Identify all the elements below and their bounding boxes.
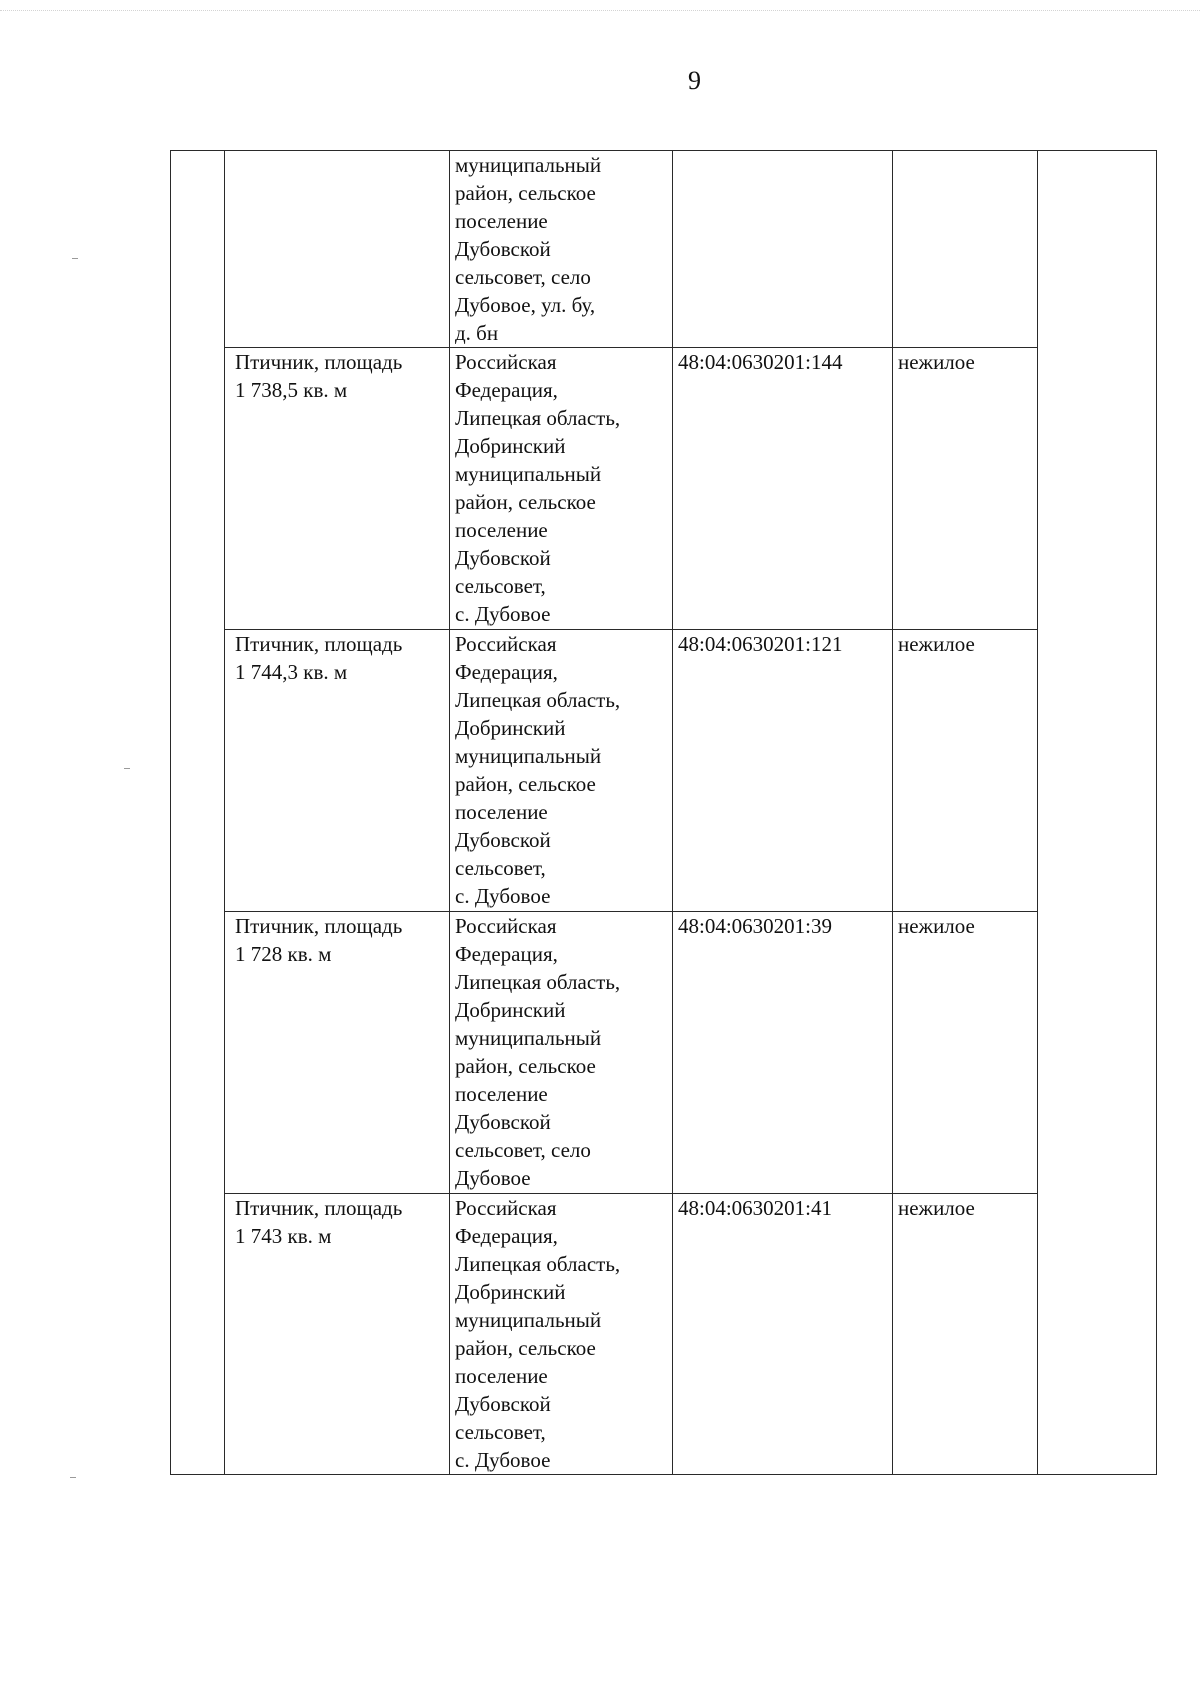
property-table-body	[171, 151, 1157, 1475]
address-line: сельсовет,	[455, 1420, 546, 1444]
address-line: Федерация,	[455, 942, 558, 966]
extra-cell	[1038, 630, 1157, 912]
object-name-line: 1 728 кв. м	[235, 942, 332, 966]
address-line: Дубовое	[455, 1166, 531, 1190]
table-row	[171, 1194, 1157, 1475]
address-line: поселение	[455, 1364, 548, 1388]
object-name-cell	[225, 1194, 450, 1475]
address-line: поселение	[455, 1082, 548, 1106]
cadastral-number-cell: 48:04:0630201:144	[673, 348, 893, 630]
object-name-line: Птичник, площадь	[235, 914, 403, 938]
address-line: с. Дубовое	[455, 1448, 551, 1472]
address-line: Российская	[455, 1196, 557, 1220]
address-line: Липецкая область,	[455, 1252, 621, 1276]
object-type-cell	[893, 151, 1038, 348]
address-line: Липецкая область,	[455, 406, 621, 430]
address-line: Дубовое, ул. бу,	[455, 293, 596, 317]
address-line: муниципальный	[455, 153, 602, 177]
address-line: сельсовет, село	[455, 265, 591, 289]
address-line: Российская	[455, 350, 557, 374]
row-number-cell	[171, 630, 225, 912]
extra-cell	[1038, 1194, 1157, 1475]
table-row	[171, 630, 1157, 912]
object-type-cell: нежилое	[893, 912, 1038, 1194]
object-name-line: Птичник, площадь	[235, 632, 403, 656]
cadastral-number-cell	[673, 151, 893, 348]
address-line: муниципальный	[455, 1026, 602, 1050]
address-line: район, сельское	[455, 490, 596, 514]
object-name-line: Птичник, площадь	[235, 1196, 403, 1220]
object-name-cell	[225, 348, 450, 630]
address-line: Добринский	[455, 716, 566, 740]
address-line: д. бн	[455, 321, 499, 345]
object-type-cell: нежилое	[893, 630, 1038, 912]
address-line: Добринский	[455, 1280, 566, 1304]
address-line: район, сельское	[455, 1054, 596, 1078]
address-line: район, сельское	[455, 181, 596, 205]
address-line: с. Дубовое	[455, 884, 551, 908]
cadastral-number-cell: 48:04:0630201:121	[673, 630, 893, 912]
object-name-cell	[225, 630, 450, 912]
address-line: Российская	[455, 632, 557, 656]
address-line: сельсовет,	[455, 574, 546, 598]
address-line: район, сельское	[455, 772, 596, 796]
address-line: с. Дубовое	[455, 602, 551, 626]
address-line: Дубовской	[455, 1110, 551, 1134]
object-name-cell	[225, 151, 450, 348]
address-line: Добринский	[455, 434, 566, 458]
row-number-cell	[171, 1194, 225, 1475]
object-name-line: 1 738,5 кв. м	[235, 378, 348, 402]
address-line: сельсовет,	[455, 856, 546, 880]
cadastral-number-cell: 48:04:0630201:39	[673, 912, 893, 1194]
address-line: Федерация,	[455, 660, 558, 684]
scan-speck	[70, 1477, 76, 1478]
scan-speck	[124, 768, 130, 769]
object-type-cell: нежилое	[893, 348, 1038, 630]
object-name-line: Птичник, площадь	[235, 350, 403, 374]
object-type-cell: нежилое	[893, 1194, 1038, 1475]
address-line: Дубовской	[455, 237, 551, 261]
extra-cell	[1038, 348, 1157, 630]
address-line: муниципальный	[455, 462, 602, 486]
address-cell	[450, 1194, 673, 1475]
scan-edge-line	[0, 10, 1200, 11]
address-line: поселение	[455, 518, 548, 542]
address-line: сельсовет, село	[455, 1138, 591, 1162]
object-name-line: 1 744,3 кв. м	[235, 660, 348, 684]
address-line: район, сельское	[455, 1336, 596, 1360]
address-line: Липецкая область,	[455, 688, 621, 712]
object-name-cell	[225, 912, 450, 1194]
row-number-cell	[171, 151, 225, 348]
address-line: Добринский	[455, 998, 566, 1022]
address-cell	[450, 348, 673, 630]
address-line: Российская	[455, 914, 557, 938]
address-line: Дубовской	[455, 828, 551, 852]
row-number-cell	[171, 912, 225, 1194]
table-row	[171, 912, 1157, 1194]
address-line: поселение	[455, 209, 548, 233]
cadastral-number-cell: 48:04:0630201:41	[673, 1194, 893, 1475]
address-cell	[450, 630, 673, 912]
address-line: Дубовской	[455, 546, 551, 570]
address-line: муниципальный	[455, 744, 602, 768]
address-line: Дубовской	[455, 1392, 551, 1416]
scan-speck	[72, 258, 78, 259]
address-cell	[450, 151, 673, 348]
extra-cell	[1038, 151, 1157, 348]
address-line: поселение	[455, 800, 548, 824]
row-number-cell	[171, 348, 225, 630]
table-row	[171, 151, 1157, 348]
address-line: Федерация,	[455, 378, 558, 402]
extra-cell	[1038, 912, 1157, 1194]
address-line: муниципальный	[455, 1308, 602, 1332]
property-table	[170, 150, 1157, 1475]
table-row	[171, 348, 1157, 630]
address-line: Федерация,	[455, 1224, 558, 1248]
page-number: 9	[688, 66, 701, 95]
object-name-line: 1 743 кв. м	[235, 1224, 332, 1248]
address-cell	[450, 912, 673, 1194]
address-line: Липецкая область,	[455, 970, 621, 994]
